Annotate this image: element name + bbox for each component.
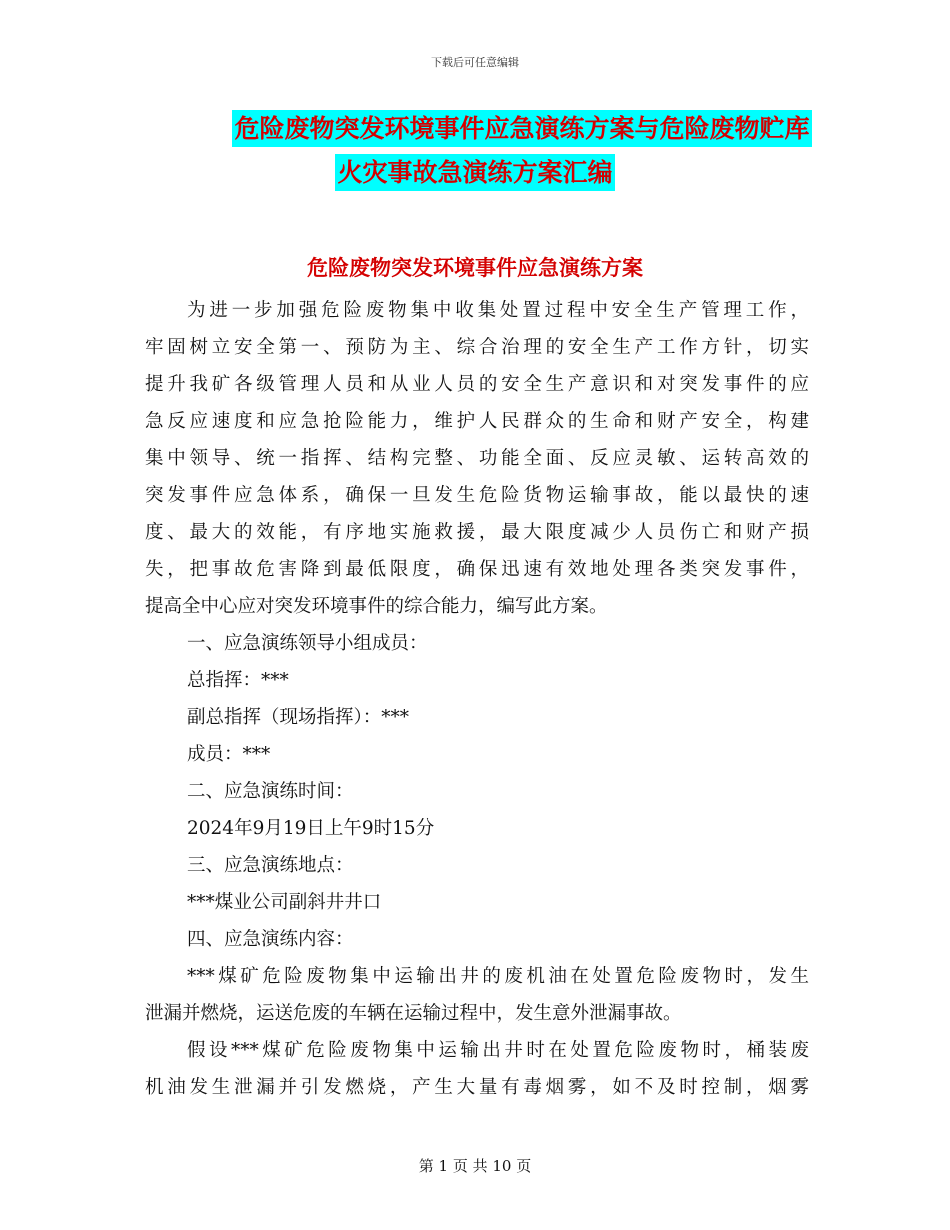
list-item: 副总指挥（现场指挥）：*** xyxy=(187,707,410,728)
section-title: 危险废物突发环境事件应急演练方案 xyxy=(307,256,643,280)
paragraph-line: 失，把事故危害降到最低限度，确保迅速有效地处理各类突发事件， xyxy=(145,559,809,580)
paragraph-line: 提高全中心应对突发环境事件的综合能力，编写此方案。 xyxy=(145,596,608,617)
list-item: 三、应急演练地点： xyxy=(187,855,354,876)
paragraph-line: ***煤矿危险废物集中运输出井的废机油在处置危险废物时，发生 xyxy=(187,966,809,987)
paragraph-line: 集中领导、统一指挥、结构完整、功能全面、反应灵敏、运转高效的 xyxy=(145,448,809,469)
page-footer: 第 1 页 共 10 页 xyxy=(418,1157,532,1175)
list-item: 二、应急演练时间： xyxy=(187,781,354,802)
list-item: 一、应急演练领导小组成员： xyxy=(187,633,428,654)
list-item: ***煤业公司副斜井井口 xyxy=(187,892,382,913)
paragraph-line: 泄漏并燃烧，运送危废的车辆在运输过程中，发生意外泄漏事故。 xyxy=(145,1003,682,1024)
list-item: 总指挥：*** xyxy=(187,670,289,691)
paragraph-line: 突发事件应急体系，确保一旦发生危险货物运输事故，能以最快的速 xyxy=(145,485,809,506)
header-note: 下载后可任意编辑 xyxy=(431,56,519,69)
paragraph-line: 牢固树立安全第一、预防为主、综合治理的安全生产工作方针，切实 xyxy=(145,337,809,358)
document-title-line-1: 危险废物突发环境事件应急演练方案与危险废物贮库 xyxy=(47,116,950,141)
paragraph-line: 急反应速度和应急抢险能力，维护人民群众的生命和财产安全，构建 xyxy=(145,411,809,432)
paragraph-line: 机油发生泄漏并引发燃烧，产生大量有毒烟雾，如不及时控制，烟雾 xyxy=(145,1077,809,1098)
document-title-line-2: 火灾事故急演练方案汇编 xyxy=(0,160,950,185)
paragraph-line: 提升我矿各级管理人员和从业人员的安全生产意识和对突发事件的应 xyxy=(145,374,809,395)
document-body xyxy=(145,292,809,1106)
list-item: 四、应急演练内容： xyxy=(187,929,354,950)
paragraph-line: 为进一步加强危险废物集中收集处置过程中安全生产管理工作， xyxy=(187,300,809,321)
paragraph-line: 度、最大的效能，有序地实施救援，最大限度减少人员伤亡和财产损 xyxy=(145,522,809,543)
paragraph-line: 假设***煤矿危险废物集中运输出井时在处置危险废物时，桶装废 xyxy=(187,1040,809,1061)
list-item: 成员：*** xyxy=(187,744,271,765)
list-item: 2024年9月19日上午9时15分 xyxy=(187,818,435,839)
